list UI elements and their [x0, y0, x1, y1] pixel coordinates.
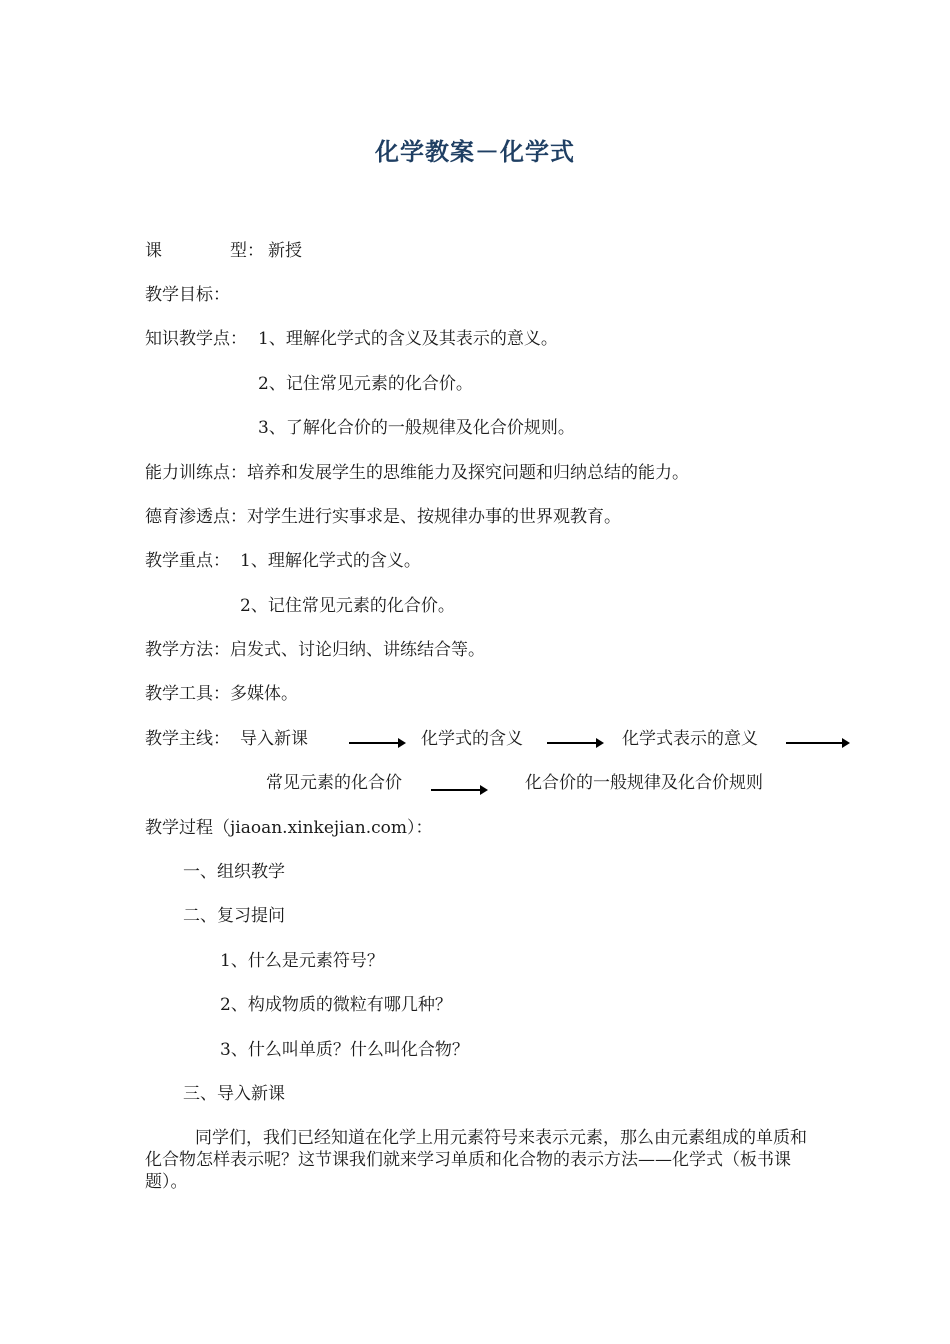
key-point-1: 1、理解化学式的含义。 [240, 551, 421, 571]
main-line-step-2: 化学式的含义 [421, 729, 523, 749]
main-line-step-4: 常见元素的化合价 [266, 773, 402, 793]
knowledge-label: 知识教学点： [145, 329, 247, 349]
section-organize: 一、组织教学 [183, 862, 285, 882]
key-points-label: 教学重点： [145, 551, 230, 571]
main-line-step-5: 化合价的一般规律及化合价规则 [525, 773, 763, 793]
main-line-label: 教学主线： [145, 729, 230, 749]
right-arrow-icon [786, 742, 848, 744]
tools-line: 教学工具：多媒体。 [145, 684, 298, 704]
lesson-type-value: 新授 [268, 241, 302, 261]
process-line: 教学过程（jiaoan.xinkejian.com）： [145, 818, 433, 838]
right-arrow-icon [431, 789, 486, 791]
review-question-2: 2、构成物质的微粒有哪几种？ [220, 995, 452, 1015]
goals-heading: 教学目标： [145, 285, 230, 305]
knowledge-item-3: 3、了解化合价的一般规律及化合价规则。 [258, 418, 575, 438]
lesson-type-label-1: 课 [145, 241, 162, 261]
intro-paragraph: 同学们，我们已经知道在化学上用元素符号来表示元素，那么由元素组成的单质和化合物怎样表示呢？这节课我们就来学习单质和化合物的表示方法——化学式（板书课题）。 [145, 1128, 807, 1192]
main-line-step-1: 导入新课 [240, 729, 308, 749]
lesson-type-label-2: 型： [230, 241, 264, 261]
right-arrow-icon [349, 742, 404, 744]
main-line-step-3: 化学式表示的意义 [622, 729, 758, 749]
section-intro: 三、导入新课 [183, 1084, 285, 1104]
key-point-2: 2、记住常见元素的化合价。 [240, 596, 455, 616]
moral-line: 德育渗透点：对学生进行实事求是、按规律办事的世界观教育。 [145, 507, 621, 527]
review-question-3: 3、什么叫单质？什么叫化合物？ [220, 1040, 469, 1060]
section-review: 二、复习提问 [183, 906, 285, 926]
document-title: 化学教案－化学式 [375, 138, 575, 166]
knowledge-item-1: 1、理解化学式的含义及其表示的意义。 [258, 329, 558, 349]
right-arrow-icon [547, 742, 602, 744]
methods-line: 教学方法：启发式、讨论归纳、讲练结合等。 [145, 640, 485, 660]
ability-line: 能力训练点：培养和发展学生的思维能力及探究问题和归纳总结的能力。 [145, 463, 689, 483]
knowledge-item-2: 2、记住常见元素的化合价。 [258, 374, 473, 394]
review-question-1: 1、什么是元素符号？ [220, 951, 384, 971]
